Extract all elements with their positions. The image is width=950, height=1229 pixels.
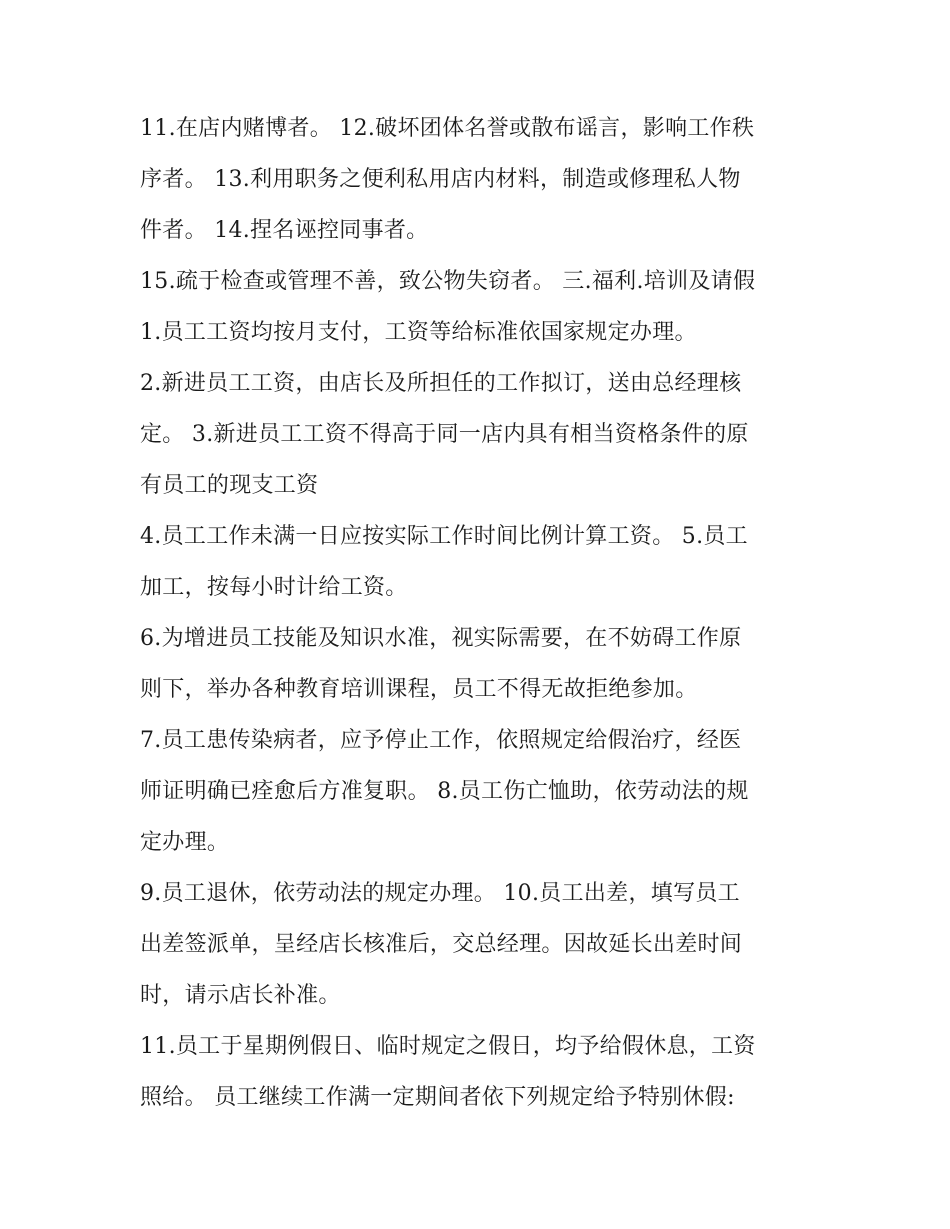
text-line: 则下，举办各种教育培训课程，员工不得无故拒绝参加。 — [140, 677, 698, 702]
text-line: 有员工的现支工资 — [140, 473, 319, 498]
text-line: 出差签派单，呈经店长核准后，交总经理。因故延长出差时间 — [140, 932, 743, 957]
text-line: 2.新进员工工资，由店长及所担任的工作拟订，送由总经理核 — [140, 371, 742, 396]
text-line: 4.员工工作未满一日应按实际工作时间比例计算工资。 5.员工 — [140, 524, 748, 549]
text-line: 6.为增进员工技能及知识水准，视实际需要，在不妨碍工作原 — [140, 626, 742, 651]
text-line: 1.员工工资均按月支付，工资等给标准依国家规定办理。 — [140, 320, 697, 345]
text-line: 序者。 13.利用职务之便利私用店内材料，制造或修理私人物 — [140, 167, 741, 192]
text-line: 照给。 员工继续工作满一定期间者依下列规定给予特别休假: — [140, 1085, 735, 1110]
document-page — [140, 109, 820, 1129]
text-line: 师证明确已痊愈后方准复职。 8.员工伤亡恤助，依劳动法的规 — [140, 779, 749, 804]
text-line: 件者。 14.捏名诬控同事者。 — [140, 218, 429, 243]
text-line: 定。 3.新进员工工资不得高于同一店内具有相当资格条件的原 — [140, 422, 749, 447]
text-line: 定办理。 — [140, 830, 230, 855]
text-line: 9.员工退休，依劳动法的规定办理。 10.员工出差，填写员工 — [140, 881, 740, 906]
text-line: 加工，按每小时计给工资。 — [140, 575, 408, 600]
text-line: 11.在店内赌博者。 12.破坏团体名誉或散布谣言，影响工作秩 — [140, 116, 755, 141]
text-line: 7.员工患传染病者，应予停止工作，依照规定给假治疗，经医 — [140, 728, 742, 753]
text-line: 15.疏于检查或管理不善，致公物失窃者。 三.福利.培训及请假 — [140, 269, 756, 294]
text-line: 时，请示店长补准。 — [140, 983, 341, 1008]
text-line: 11.员工于星期例假日、临时规定之假日，均予给假休息，工资 — [140, 1034, 756, 1059]
